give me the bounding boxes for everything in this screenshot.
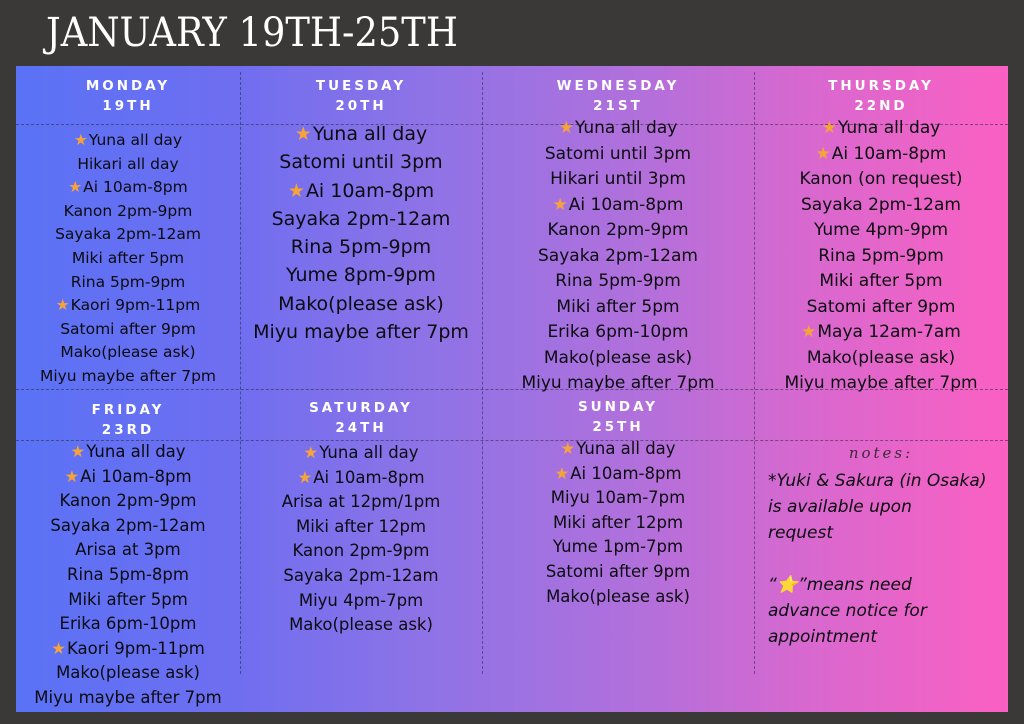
entry-text: Erika 6pm-10pm (59, 614, 197, 634)
entry-text: Rina 5pm-9pm (290, 236, 432, 259)
entry-text: Kaori 9pm-11pm (70, 296, 201, 315)
star-icon: ★ (73, 131, 88, 149)
day-header-wednesday (482, 76, 754, 116)
entry-text: Sayaka 2pm-12am (283, 565, 439, 585)
day-schedule (754, 116, 1008, 397)
schedule-entry (240, 466, 482, 491)
schedule-entry (240, 148, 482, 176)
entry-text: Satomi after 9pm (806, 296, 956, 317)
schedule-entry (16, 294, 240, 318)
schedule-entry (16, 271, 240, 295)
schedule-entry (754, 346, 1008, 372)
entry-text: Miki after 5pm (71, 248, 185, 267)
star-icon: ★ (70, 442, 86, 461)
day-date: 24TH (335, 420, 387, 436)
schedule-entry (16, 440, 240, 465)
schedule-entry (16, 223, 240, 247)
schedule-entry (16, 686, 240, 711)
day-schedule (482, 116, 754, 397)
entry-text: Rina 5pm-8pm (67, 564, 189, 584)
day-header-tuesday (240, 76, 482, 116)
entry-text: Mako(please ask) (289, 615, 433, 635)
schedule-entry (482, 437, 754, 462)
entry-text: Hikari until 3pm (550, 169, 686, 189)
entry-text: Ai 10am-8pm (831, 143, 947, 164)
schedule-entry (754, 193, 1008, 219)
day-name: MONDAY (85, 78, 171, 94)
schedule-entry (240, 318, 482, 346)
entry-text: Yuna all day (86, 442, 186, 461)
entry-text: Yuna all day (319, 443, 419, 462)
entry-text: Sayaka 2pm-12am (801, 194, 961, 215)
schedule-entry (482, 585, 754, 610)
schedule-entry (16, 538, 240, 563)
schedule-entry (240, 539, 482, 564)
entry-text: Rina 5pm-9pm (818, 245, 944, 266)
schedule-entry (16, 318, 240, 342)
day-schedule (16, 440, 240, 711)
schedule-entry (240, 120, 482, 148)
entry-text: Miyu maybe after 7pm (784, 373, 978, 393)
schedule-entry (240, 589, 482, 614)
entry-text: Kaori 9pm-11pm (66, 638, 205, 658)
star-icon: ★ (51, 638, 66, 658)
day-date: 20TH (335, 98, 387, 114)
schedule-panel (16, 66, 1008, 712)
entry-text: Sayaka 2pm-12am (538, 245, 698, 266)
star-icon: ★ (68, 178, 83, 197)
schedule-entry (482, 269, 754, 295)
schedule-entry (240, 233, 482, 261)
entry-text: Yuna all day (576, 439, 676, 458)
schedule-entry (482, 295, 754, 321)
entry-text: Rina 5pm-9pm (70, 272, 186, 291)
day-name: FRIDAY (91, 402, 165, 418)
notes-spacer (768, 546, 986, 572)
schedule-entry (16, 637, 240, 662)
schedule-entry (482, 244, 754, 270)
star-icon: ★ (303, 443, 319, 462)
notes-line: is available upon (768, 497, 912, 517)
day-schedule (240, 441, 482, 638)
schedule-entry (16, 563, 240, 588)
schedule-entry (482, 462, 754, 487)
day-schedule (482, 437, 754, 609)
schedule-entry (16, 153, 240, 177)
schedule-entry (482, 193, 754, 219)
entry-text: Yume 1pm-7pm (552, 537, 684, 557)
schedule-entry (754, 269, 1008, 295)
schedule-entry (482, 142, 754, 168)
entry-text: Miyu 4pm-7pm (298, 590, 424, 610)
star-icon: ★ (815, 143, 831, 164)
entry-text: Mako(please ask) (546, 586, 690, 606)
day-name: TUESDAY (315, 78, 407, 94)
schedule-entry (240, 564, 482, 589)
schedule-entry (16, 200, 240, 224)
entry-text: Kanon 2pm-9pm (63, 201, 193, 220)
schedule-entry (16, 514, 240, 539)
entry-text: Ai 10am-8pm (80, 466, 192, 486)
entry-text: Sayaka 2pm-12am (50, 515, 206, 535)
schedule-entry (754, 295, 1008, 321)
entry-text: Arisa at 3pm (75, 540, 181, 560)
page-title: JANUARY 19TH-25TH (46, 10, 458, 56)
day-header-friday (16, 400, 240, 440)
day-header-monday (16, 76, 240, 116)
star-icon: ★ (552, 194, 568, 215)
entry-text: Arisa at 12pm/1pm (281, 492, 441, 512)
entry-text: Miki after 5pm (68, 589, 188, 609)
entry-text: Satomi after 9pm (545, 561, 691, 581)
star-icon: ★ (821, 118, 837, 138)
notes-line: *Yuki & Sakura (in Osaka) (768, 471, 987, 491)
notes-section (754, 440, 1008, 700)
entry-text: Satomi until 3pm (544, 143, 692, 164)
entry-text: Mako(please ask) (56, 663, 200, 683)
entry-text: Kanon (on request) (799, 169, 963, 189)
entry-text: Yume 4pm-9pm (813, 220, 949, 240)
schedule-entry (240, 205, 482, 233)
entry-text: Yuna all day (88, 131, 183, 149)
schedule-entry (482, 371, 754, 397)
entry-text: Ai 10am-8pm (313, 467, 425, 487)
schedule-entry (16, 341, 240, 365)
schedule-entry (240, 441, 482, 466)
star-icon: ★ (294, 123, 312, 145)
entry-text: Mako(please ask) (60, 343, 196, 362)
entry-text: Yume 8pm-9pm (286, 264, 436, 287)
entry-text: Ai 10am-8pm (83, 178, 188, 197)
schedule-entry (16, 247, 240, 271)
entry-text: Rina 5pm-9pm (555, 271, 681, 291)
schedule-entry (482, 511, 754, 536)
notes-line: advance notice for (768, 601, 927, 621)
entry-text: Miyu maybe after 7pm (34, 687, 222, 707)
day-header-saturday (240, 398, 482, 438)
entry-text: Miyu 10am-7pm (550, 488, 686, 508)
schedule-entry (240, 515, 482, 540)
entry-text: Hikari all day (77, 154, 179, 173)
entry-text: Miki after 12pm (295, 516, 427, 536)
schedule-entry (754, 371, 1008, 397)
day-date: 19TH (102, 98, 154, 114)
star-icon: ★ (55, 296, 70, 315)
day-schedule (240, 120, 482, 346)
entry-text: Miki after 5pm (556, 296, 680, 317)
schedule-entry (16, 129, 240, 153)
star-icon: ★ (287, 179, 305, 202)
entry-text: Sayaka 2pm-12am (55, 225, 201, 244)
notes-line: appointment (768, 627, 878, 647)
schedule-entry (240, 177, 482, 205)
schedule-entry (240, 613, 482, 638)
entry-text: Kanon 2pm-9pm (547, 220, 689, 240)
entry-text: Erika 6pm-10pm (547, 322, 689, 342)
schedule-entry (482, 320, 754, 346)
day-date: 21ST (593, 98, 643, 114)
schedule-entry (16, 176, 240, 200)
schedule-entry (754, 244, 1008, 270)
schedule-entry (754, 142, 1008, 168)
day-date: 25TH (592, 419, 644, 435)
entry-text: Satomi until 3pm (279, 151, 443, 174)
entry-text: Miyu maybe after 7pm (39, 366, 217, 385)
star-icon: ★ (554, 463, 570, 483)
notes-line: “⭐”means need (768, 575, 912, 595)
schedule-entry (482, 167, 754, 193)
schedule-entry (16, 465, 240, 490)
entry-text: Ai 10am-8pm (570, 463, 682, 483)
day-name: SUNDAY (577, 399, 659, 415)
entry-text: Kanon 2pm-9pm (292, 541, 430, 561)
day-date: 23RD (101, 422, 155, 438)
entry-text: Maya 12am-7am (817, 322, 961, 342)
day-name: THURSDAY (828, 78, 934, 94)
schedule-entry (482, 346, 754, 372)
entry-text: Yuna all day (574, 118, 678, 138)
notes-title: notes: (848, 444, 914, 462)
star-icon: ★ (558, 118, 574, 138)
day-name: SATURDAY (309, 400, 413, 416)
day-date: 22ND (854, 98, 908, 114)
entry-text: Mako(please ask) (543, 347, 693, 368)
entry-text: Ai 10am-8pm (568, 194, 684, 215)
entry-text: Miyu maybe after 7pm (253, 321, 469, 344)
schedule-entry (16, 365, 240, 389)
schedule-entry (16, 612, 240, 637)
schedule-entry (754, 320, 1008, 346)
schedule-entry (16, 661, 240, 686)
schedule-entry (240, 290, 482, 318)
day-schedule (16, 129, 240, 389)
entry-text: Kanon 2pm-9pm (59, 491, 197, 511)
schedule-entry (754, 167, 1008, 193)
entry-text: Yuna all day (312, 123, 428, 145)
entry-text: Sayaka 2pm-12am (271, 207, 451, 230)
entry-text: Miki after 12pm (552, 512, 684, 532)
day-header-sunday (482, 397, 754, 437)
entry-text: Miki after 5pm (819, 271, 943, 291)
schedule-entry (16, 489, 240, 514)
schedule-entry (240, 490, 482, 515)
star-icon: ★ (801, 322, 817, 342)
star-icon: ★ (297, 467, 313, 487)
day-name: WEDNESDAY (556, 78, 680, 94)
star-icon: ★ (64, 466, 80, 486)
notes-text (768, 468, 986, 650)
star-icon: ★ (560, 439, 576, 458)
schedule-entry (482, 116, 754, 142)
schedule-entry (754, 218, 1008, 244)
entry-text: Satomi after 9pm (60, 319, 196, 338)
schedule-entry (16, 588, 240, 613)
schedule-entry (240, 261, 482, 289)
schedule-entry (482, 218, 754, 244)
entry-text: Mako(please ask) (278, 292, 444, 315)
notes-line: request (768, 523, 833, 543)
entry-text: Mako(please ask) (806, 347, 956, 368)
schedule-entry (482, 486, 754, 511)
schedule-entry (482, 535, 754, 560)
entry-text: Miyu maybe after 7pm (521, 373, 715, 393)
schedule-entry (482, 560, 754, 585)
entry-text: Yuna all day (837, 118, 941, 138)
entry-text: Ai 10am-8pm (305, 179, 435, 202)
schedule-entry (754, 116, 1008, 142)
day-header-thursday (754, 76, 1008, 116)
